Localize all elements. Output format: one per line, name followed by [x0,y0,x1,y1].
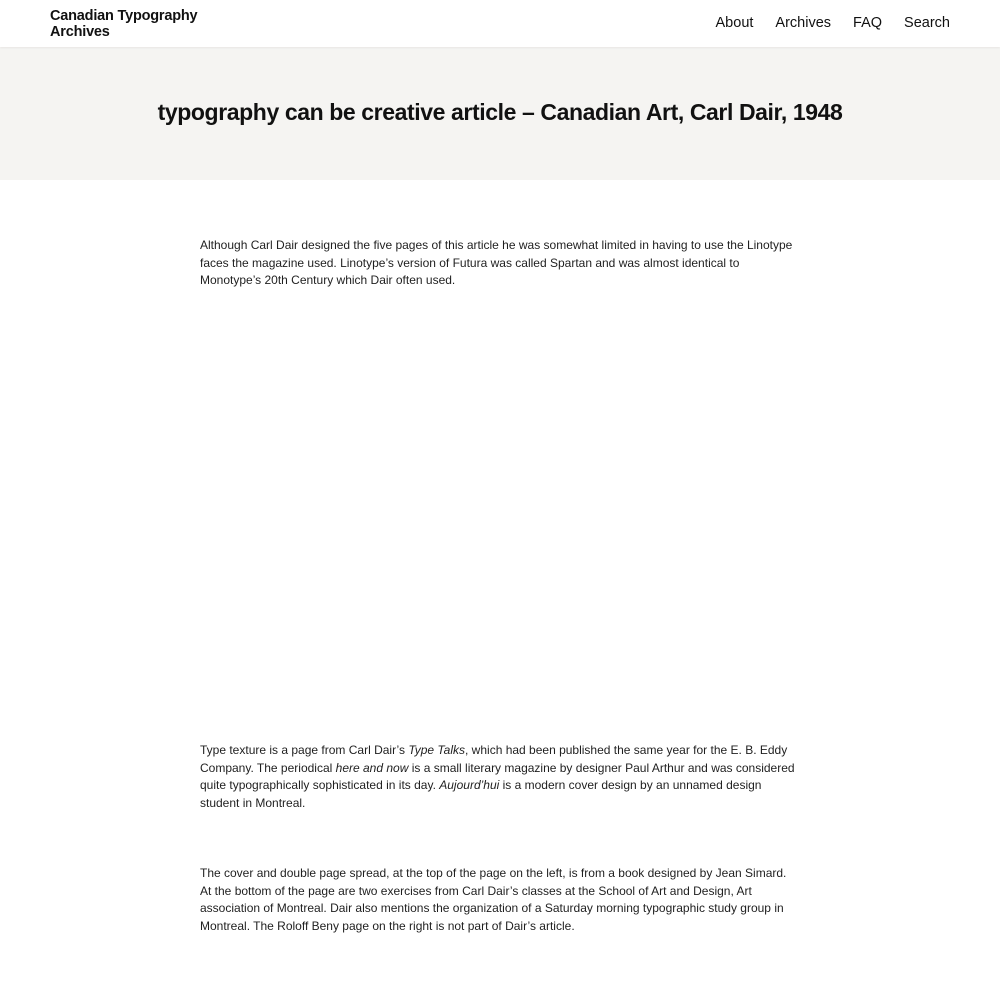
nav-faq-link[interactable]: FAQ [853,15,883,31]
p2-text-4: is a modern cover design by an unnamed design student in Montreal. [200,778,762,810]
article-paragraph-type-texture [200,742,800,812]
site-header [0,0,1000,47]
article-image-placeholder [200,310,800,730]
page-title: typography can be creative article – Canadian Art, Carl Dair, 1948 [157,99,843,125]
article-paragraph-intro: Although Carl Dair designed the five pages of this article he was somewhat limited in having to use the Linotype faces the magazine used. Linotype’s version of Futura was called Spartan and was almost identical to Monotype’s 20th Century which Dair often used. [200,238,793,287]
p2-text-2: , which had been published the same year for the E. B. Eddy Company. The periodical [200,743,788,775]
p2-text-1: Type texture is a page from Carl Dair’s [200,743,409,757]
nav-archives-link[interactable]: Archives [775,15,832,31]
nav-about-link[interactable]: About [715,15,754,31]
page-title-banner [0,47,1000,180]
p2-title-aujourdhui: Aujourd’hui [439,778,500,792]
p2-text-3: is a small literary magazine by designer Paul Arthur and was considered quite typographically sophisticated in its day. [200,760,795,792]
article-paragraph-cover-spread: The cover and double page spread, at the top of the page on the left, is from a book designed by Jean Simard. At the bottom of the page are two exercises from Carl Dair’s classes at the School of Art and Design, Art association of Montreal. Dair also mentions the organization of a Saturday morning typographic study group in Montreal. The Roloff Beny page on the right is not part of Dair’s article. [200,866,787,933]
site-title-link[interactable]: Canadian Typography Archives [50,8,198,40]
nav-search-link[interactable]: Search [904,15,950,31]
main-nav [716,14,950,32]
p2-title-type-talks: Type Talks [408,743,466,757]
p2-title-here-and-now: here and now [335,760,409,775]
